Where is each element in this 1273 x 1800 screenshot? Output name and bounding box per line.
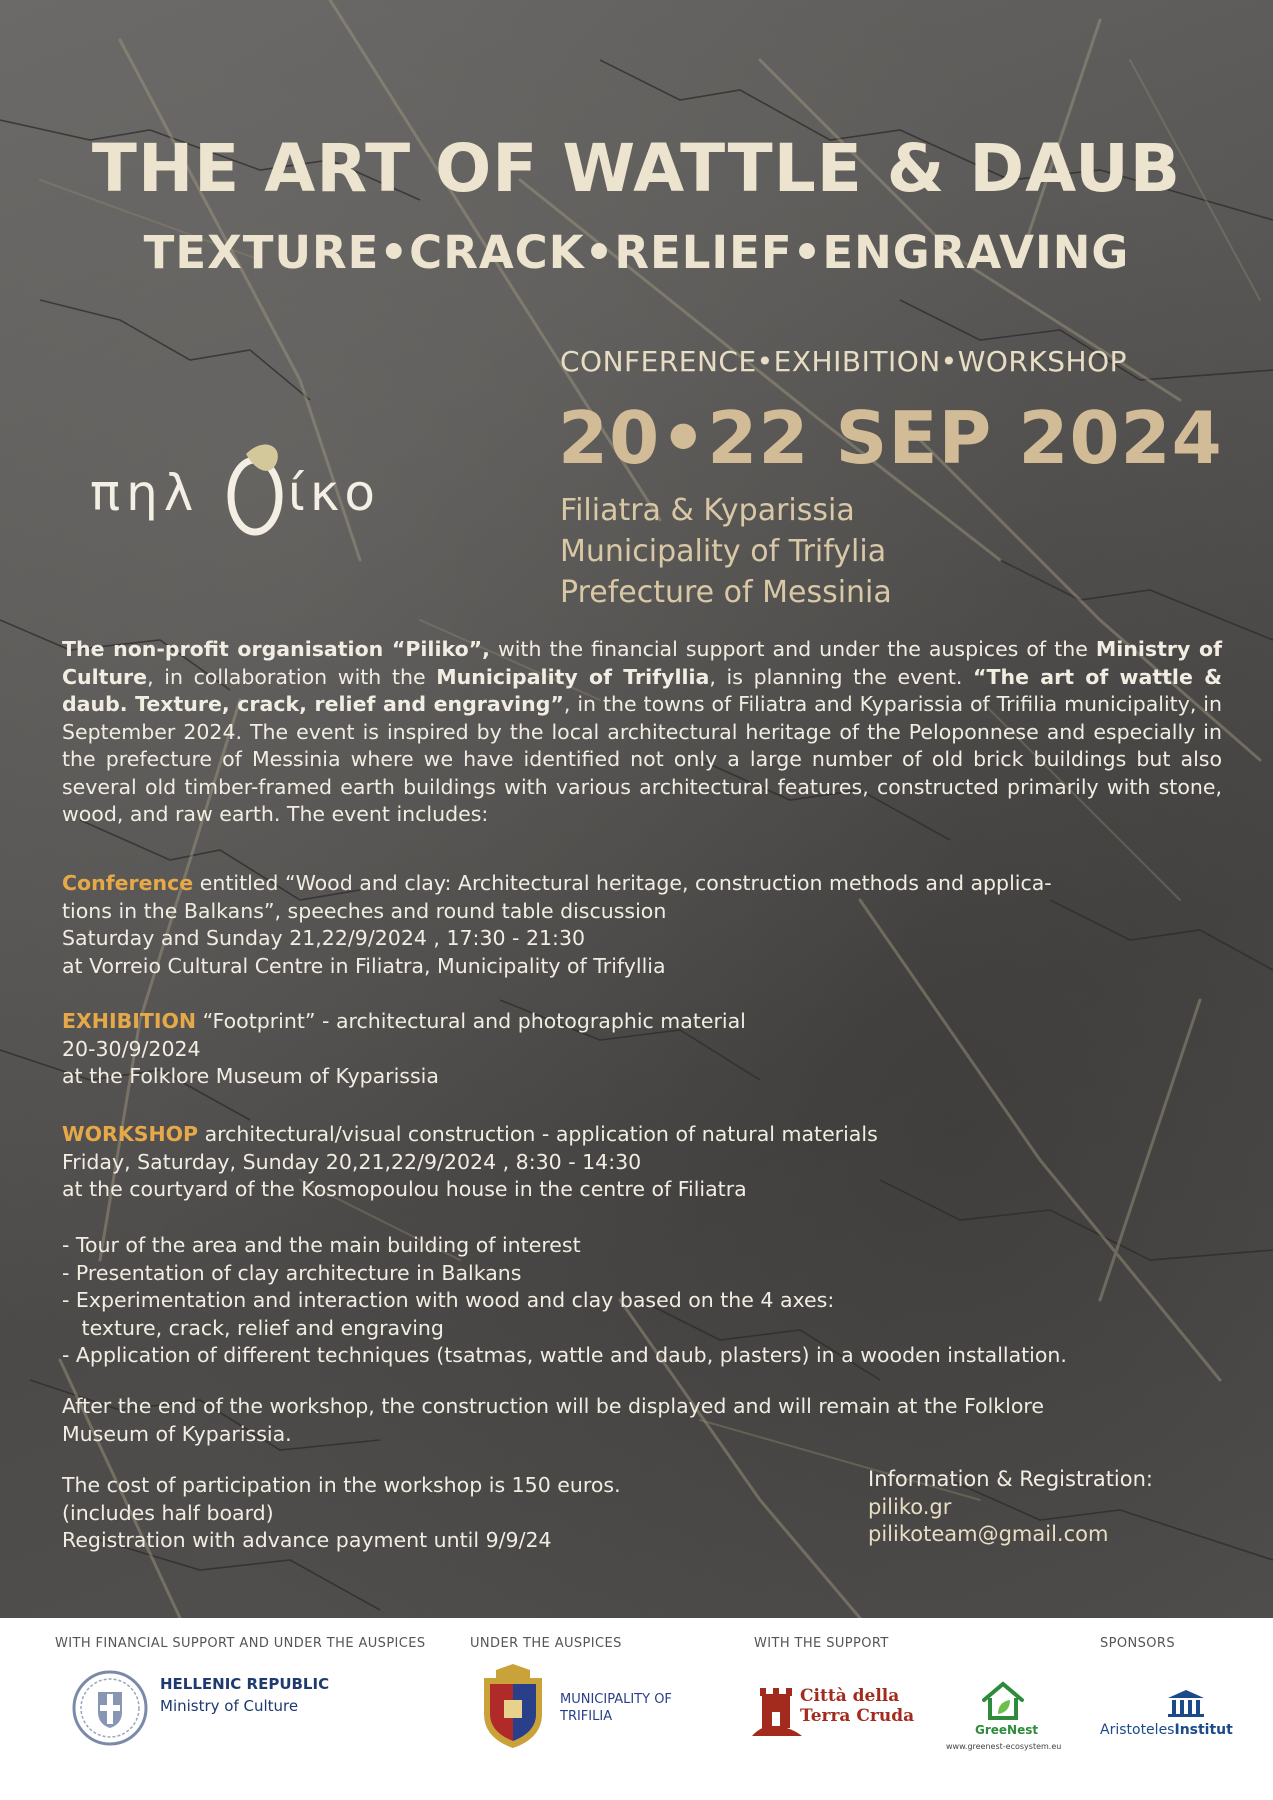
conference-text: tions in the Balkans”, speeches and round table discussion xyxy=(62,898,667,923)
list-item: - Experimentation and interaction with wood and clay based on the 4 axes: xyxy=(62,1288,835,1312)
conference-venue: at Vorreio Cultural Centre in Filiatra, Municipality of Trifyllia xyxy=(62,953,666,978)
registration-deadline: Registration with advance payment until 9/9/24 xyxy=(62,1528,552,1552)
municipality-crest-icon xyxy=(476,1664,550,1752)
workshop-venue: at the courtyard of the Kosmopoulou house in the centre of Filiatra xyxy=(62,1177,747,1201)
conference-label: Conference xyxy=(62,871,194,895)
svg-text:ίκο: ίκο xyxy=(288,464,380,522)
workshop-schedule: Friday, Saturday, Sunday 20,21,22/9/2024 , 8:30 - 14:30 xyxy=(62,1149,642,1174)
aristoteles-text: Aristoteles xyxy=(1100,1722,1175,1738)
event-types: CONFERENCE•EXHIBITION•WORKSHOP xyxy=(560,345,1127,378)
municipality-label: MUNICIPALITY OF xyxy=(560,1692,672,1707)
ministry-label: Ministry of Culture xyxy=(160,1697,299,1715)
location-line: Municipality of Trifylia xyxy=(560,534,887,569)
intro-paragraph xyxy=(62,636,1222,829)
citta-label: Città della xyxy=(800,1686,900,1706)
poster-title: THE ART OF WATTLE & DAUB xyxy=(91,130,1182,207)
hellenic-republic-label: HELLENIC REPUBLIC xyxy=(160,1675,330,1693)
location-line: Filiatra & Kyparissia xyxy=(560,493,855,528)
exhibition-section xyxy=(62,1008,1222,1091)
cost-text: The cost of participation in the workshop is 150 euros. xyxy=(62,1473,621,1497)
greek-coat-of-arms-icon xyxy=(70,1668,150,1748)
footer-caption: WITH FINANCIAL SUPPORT AND UNDER THE AUSPICES xyxy=(55,1636,426,1651)
intro-text: , is planning the event. xyxy=(709,664,974,689)
municipality-name: Municipality of Trifyllia xyxy=(436,664,710,689)
activities-list xyxy=(62,1232,1222,1370)
piliko-logo xyxy=(88,440,428,550)
footer-caption: WITH THE SUPPORT xyxy=(754,1636,889,1651)
footer-caption: UNDER THE AUSPICES xyxy=(470,1636,622,1651)
poster-subtitle: TEXTURE•CRACK•RELIEF•ENGRAVING xyxy=(143,226,1130,279)
list-item: - Application of different techniques (tsatmas, wattle and daub, plasters) in a wooden installation. xyxy=(62,1343,1067,1367)
workshop-label: WORKSHOP xyxy=(62,1122,199,1146)
footer-caption: SPONSORS xyxy=(1100,1636,1176,1651)
intro-text: with the financial support and under the auspices of the xyxy=(489,637,1096,661)
event-name: “The art of wattle & daub. Texture, crack, relief and engraving” xyxy=(62,664,1222,716)
svg-text:πηλ: πηλ xyxy=(90,464,200,522)
exhibition-venue: at the Folklore Museum of Kyparissia xyxy=(62,1064,439,1088)
ministry-name: Ministry of Culture xyxy=(62,637,1222,689)
email-link[interactable]: pilikoteam@gmail.com xyxy=(868,1522,1109,1546)
workshop-text: architectural/visual construction - application of natural materials xyxy=(198,1122,878,1146)
intro-text: , in the towns of Filiatra and Kyparissia of Trifilia municipality, in September 2024. The event is inspired by the local architectural heritage of the Peloponnese and especially in the prefecture of Messinia where we have identified not only a large number of old brick buildings but also several old timber-framed earth buildings with various architectural features, constructed primarily with stone, wood, and raw earth. The event includes: xyxy=(62,692,1222,826)
after-text: Museum of Kyparissia. xyxy=(62,1421,292,1446)
website-link[interactable]: piliko.gr xyxy=(868,1494,952,1519)
exhibition-dates: 20-30/9/2024 xyxy=(62,1036,201,1061)
organisation-name: The non-profit organisation “Piliko”, xyxy=(62,637,490,661)
institut-text: Institut xyxy=(1174,1722,1233,1738)
castle-icon xyxy=(752,1680,802,1736)
aristoteles-label xyxy=(1100,1722,1233,1738)
exhibition-text: “Footprint” - architectural and photographic material xyxy=(196,1009,746,1033)
cost-note: (includes half board) xyxy=(62,1500,274,1525)
municipality-label: TRIFILIA xyxy=(560,1709,613,1724)
event-dates: 20•22 SEP 2024 xyxy=(558,396,1223,480)
info-section xyxy=(868,1466,1153,1549)
intro-text: , in collaboration with the xyxy=(147,664,437,689)
temple-icon xyxy=(1166,1688,1206,1718)
list-item: - Tour of the area and the main building of interest xyxy=(62,1233,581,1257)
cost-section xyxy=(62,1472,702,1555)
conference-schedule: Saturday and Sunday 21,22/9/2024 , 17:30 - 21:30 xyxy=(62,926,586,950)
citta-label: Terra Cruda xyxy=(800,1706,915,1726)
greenest-label: GreeNest xyxy=(975,1723,1039,1737)
conference-text: entitled “Wood and clay: Architectural heritage, construction methods and applica- xyxy=(193,871,1052,895)
green-house-icon xyxy=(980,1678,1026,1722)
conference-section xyxy=(62,870,1222,980)
exhibition-label: EXHIBITION xyxy=(62,1009,197,1033)
greenest-url: www.greenest-ecosystem.eu xyxy=(946,1742,1062,1751)
list-item: texture, crack, relief and engraving xyxy=(62,1315,444,1340)
location-line: Prefecture of Messinia xyxy=(560,575,892,610)
workshop-section xyxy=(62,1121,1222,1204)
after-text: After the end of the workshop, the construction will be displayed and will remain at the Folklore xyxy=(62,1394,1044,1418)
list-item: - Presentation of clay architecture in Balkans xyxy=(62,1260,522,1285)
info-heading: Information & Registration: xyxy=(868,1467,1153,1491)
after-workshop-note xyxy=(62,1393,1222,1448)
